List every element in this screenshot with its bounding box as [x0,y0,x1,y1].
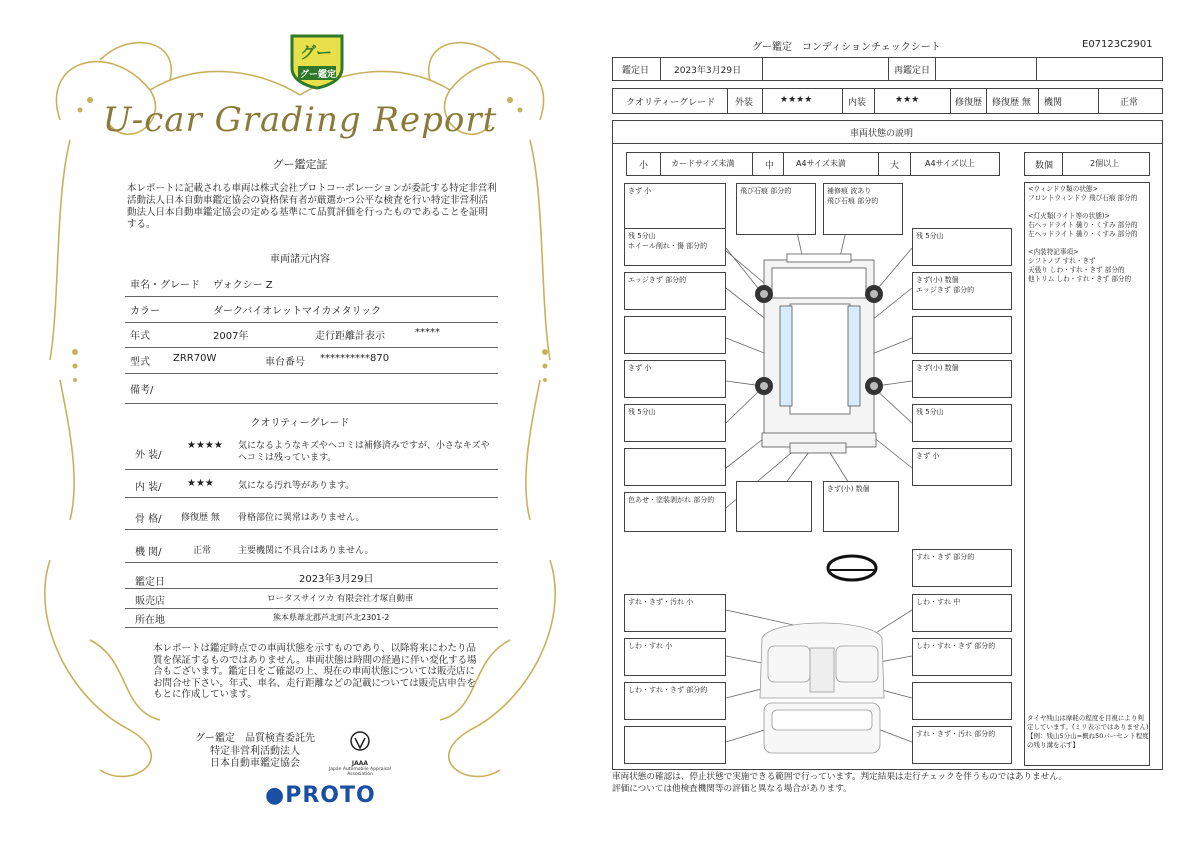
divider [950,88,951,114]
box-right-front-door [912,316,1012,354]
row-engine [125,540,498,563]
remarks-label: 備考/ [130,385,154,396]
ext-desc: 気になるようなキズやヘコミは補修済みですが、小さなキズやヘコミは残っています。 [238,441,490,463]
box-luggage-right: すれ・きず・汚れ 部分的 [912,726,1012,764]
goo-kantei-badge [288,30,346,90]
org-line2: 特定非営利活動法人 [210,745,300,757]
disclaimer-notes: 本レポートは鑑定時点での車両状態を示すものであり、以降将来にわたり品質を保証するものではありません。車両状態は時間の経過に伴い変化する場合もございます。鑑定日をご確認の上、現在の車両状態については販売店にお問合せ下さい。年式、車名、走行距離などの記載については販売店申告をもとに作成しています。 [153,643,477,700]
document-id: E07123C2901 [1082,39,1153,50]
box-front-left: きず 小 [624,183,726,231]
tire-note: タイヤ残山は摩耗の程度を目視により判定しています。(ミリ表示ではありません) 【例：残山5分山=概ね50パーセント程度の残り溝を示す】 [1027,714,1149,749]
repair-value: 修復歴 無 [992,98,1031,108]
box-tire-front-left: 残 5分山 ホイール削れ・傷 部分的 [624,228,726,266]
divider [910,152,911,176]
mileage-value: ***** [415,327,440,338]
car-name-label: 車名・グレード [130,280,200,291]
divider [888,57,889,81]
frame-label: 骨 格/ [135,514,162,525]
row-year [125,327,498,348]
footer-line1: 車両状態の確認は、停止状態で実施できる範囲で行っています。判定結果は走行チェックを伴うものではありません。 [612,772,1068,782]
divider [1038,88,1039,114]
ext-stars: ★★★★ [780,95,813,105]
count-label: 数個 [1035,161,1054,171]
box-luggage-left [624,726,726,764]
box-bonnet: 補修痕 波あり 飛び石痕 部分的 [823,183,903,235]
proto-mark-icon: ● [265,783,286,808]
shop-label: 販売店 [135,596,165,607]
color-label: カラー [130,306,160,317]
grade-title: クオリティーグレード [250,418,350,429]
int-label: 内装 [848,98,867,108]
color-value: ダークバイオレットマイカメタリック [213,306,382,317]
divider [986,88,987,114]
box-ceiling: しわ・すれ 中 [912,594,1012,632]
box-front-seat-right: しわ・すれ・きず 部分的 [912,638,1012,676]
row-interior [125,475,498,498]
engine-label: 機関 [1044,98,1063,108]
size-mid-desc: A4サイズ未満 [796,159,846,168]
box-left-front-door [624,316,726,354]
box-console [912,682,1012,720]
footer-line2: 評価については他検査機関等の評価と異なる場合があります。 [612,784,852,794]
proto-logo [265,783,376,808]
divider [1062,152,1063,176]
car-topview [762,254,876,453]
model-label: 型式 [130,357,150,368]
date-value: 2023年3月29日 [299,574,374,585]
qg-label: クオリティーグレード [626,98,716,108]
section-title: 車両状態の説明 [850,129,914,139]
reeval-label: 再鑑定日 [894,66,931,76]
addr-label: 所在地 [135,615,165,626]
sheet-footer [612,771,1172,795]
cert-title: グー鑑定証 [272,158,328,171]
shop-value: ロータスサイツカ 有限会社才塚自動車 [267,594,414,604]
org-line3: 日本自動車鑑定協会 [210,758,300,769]
row-color [125,302,498,323]
year-value: 2007年 [213,331,249,342]
intro-text: 本レポートに記載される車両は株式会社プロトコーポレーションが委託する特定非営利活動法人日本自動車鑑定協会の資格保有者が厳選かつ公平な検査を行い特定非営利活動法人日本自動車鑑定協会の定める基準にて品質評価を行ったものであることを証明する。 [127,183,497,230]
badge-goo-text: グー [300,43,333,62]
row-frame [125,507,498,530]
date-label: 鑑定日 [135,577,165,588]
engine-desc: 主要機関に不具合はありません。 [238,546,374,556]
side-notes: <ウィンドウ類の状態> フロントウィンドウ 飛び石痕 部分的 <灯火類(ライト等の状態)> 右ヘッドライト 曇り・くすみ 部分的 左ヘッドライト 曇り・くすみ 部分的 <内装特記事項> シフトノブ すれ・きず 天張り しわ・すれ・きず 部分的 他トリム しわ・すれ・きず 部分的 [1024,182,1150,766]
box-dashboard: すれ・きず・汚れ 小 [624,594,726,632]
ext-stars: ★★★★ [187,440,223,451]
report-title: U-car Grading Report [102,100,498,140]
box-tire-front-right: 残 5分山 [912,228,1012,266]
size-mid: 中 [765,161,775,171]
size-small-desc: カードサイズ未満 [671,159,735,168]
chassis-value: **********870 [320,353,390,364]
box-front-seat-left: しわ・すれ 小 [624,638,726,676]
frame-desc: 骨格部位に異常はありません。 [238,513,365,523]
box-left-fender: エッジきず 部分的 [624,272,726,310]
frame-value: 修復歴 無 [181,513,220,523]
sheet-title: グー鑑定 コンディションチェックシート [752,42,941,53]
org-line1: グー鑑定 品質検査委託先 [195,733,315,744]
int-stars: ★★★ [187,478,214,489]
size-small: 小 [639,161,649,171]
org-block [180,733,330,771]
row-date [125,570,498,589]
box-rear-left: 色あせ・塗装剥がれ 部分的 [624,492,726,532]
int-desc: 気になる汚れ等があります。 [238,481,355,491]
divider [842,88,843,114]
int-label: 内 装/ [135,482,162,493]
sheet-date: 2023年3月29日 [674,66,742,76]
box-right-fender: きず(小) 数個 エッジきず 部分的 [912,272,1012,310]
divider [752,152,753,176]
row-car-name [125,276,498,297]
box-steering: すれ・きず 部分的 [912,549,1012,587]
box-right-rear-door: きず(小) 数個 [912,360,1012,398]
divider [1098,88,1099,114]
car-interior [760,623,884,753]
steering-wheel-icon [828,556,876,580]
divider [878,152,879,176]
engine-value: 正常 [1120,98,1139,108]
spec-title: 車両諸元内容 [270,254,330,265]
box-left-rear-door: きず 小 [624,360,726,398]
repair-label: 修復歴 [955,98,983,108]
size-large: 大 [890,161,900,171]
box-tire-rear-right: 残 5分山 [912,404,1012,442]
box-right-quarter: きず 小 [912,448,1012,486]
divider [874,88,875,114]
box-windshield: 飛び石痕 部分的 [736,183,816,235]
box-left-quarter [624,448,726,486]
row-remarks [125,381,498,404]
row-address [125,610,498,628]
box-rear-bumper: きず(小) 数個 [823,481,899,532]
engine-label: 機 関/ [135,547,162,558]
jaaa-label: JAAA [351,760,369,767]
divider [1036,57,1037,81]
year-label: 年式 [130,331,150,342]
box-back-door [736,481,812,532]
ext-label: 外装 [735,98,754,108]
engine-value: 正常 [193,546,212,556]
model-value: ZRR70W [173,353,217,364]
addr-value: 熊本県葦北郡芦北町芦北2301-2 [273,613,390,622]
divider [762,88,763,114]
badge-label: グー鑑定 [300,70,337,80]
size-large-desc: A4サイズ以上 [925,159,975,168]
divider [935,57,936,81]
jaaa-logo [325,730,395,777]
chassis-label: 車台番号 [265,357,305,368]
jaaa-emblem-icon [349,730,371,758]
ext-label: 外 装/ [135,450,162,461]
proto-text: PROTO [285,783,376,808]
count-desc: 2個以上 [1090,159,1120,168]
box-rear-seat: しわ・すれ・きず 部分的 [624,682,726,720]
box-tire-rear-left: 残 5分山 [624,404,726,442]
divider [727,88,728,114]
divider [783,152,784,176]
sheet-date-label: 鑑定日 [622,66,650,76]
divider [762,57,763,81]
divider [660,57,661,81]
row-model [125,353,498,374]
row-shop [125,590,498,609]
jaaa-sub: Japan Automobile Appraisal Association [328,767,392,777]
car-name: ヴォクシー Z [213,280,273,291]
mileage-label: 走行距離計表示 [315,331,385,342]
divider [660,152,661,176]
row-exterior [125,437,498,470]
int-stars: ★★★ [895,95,920,105]
